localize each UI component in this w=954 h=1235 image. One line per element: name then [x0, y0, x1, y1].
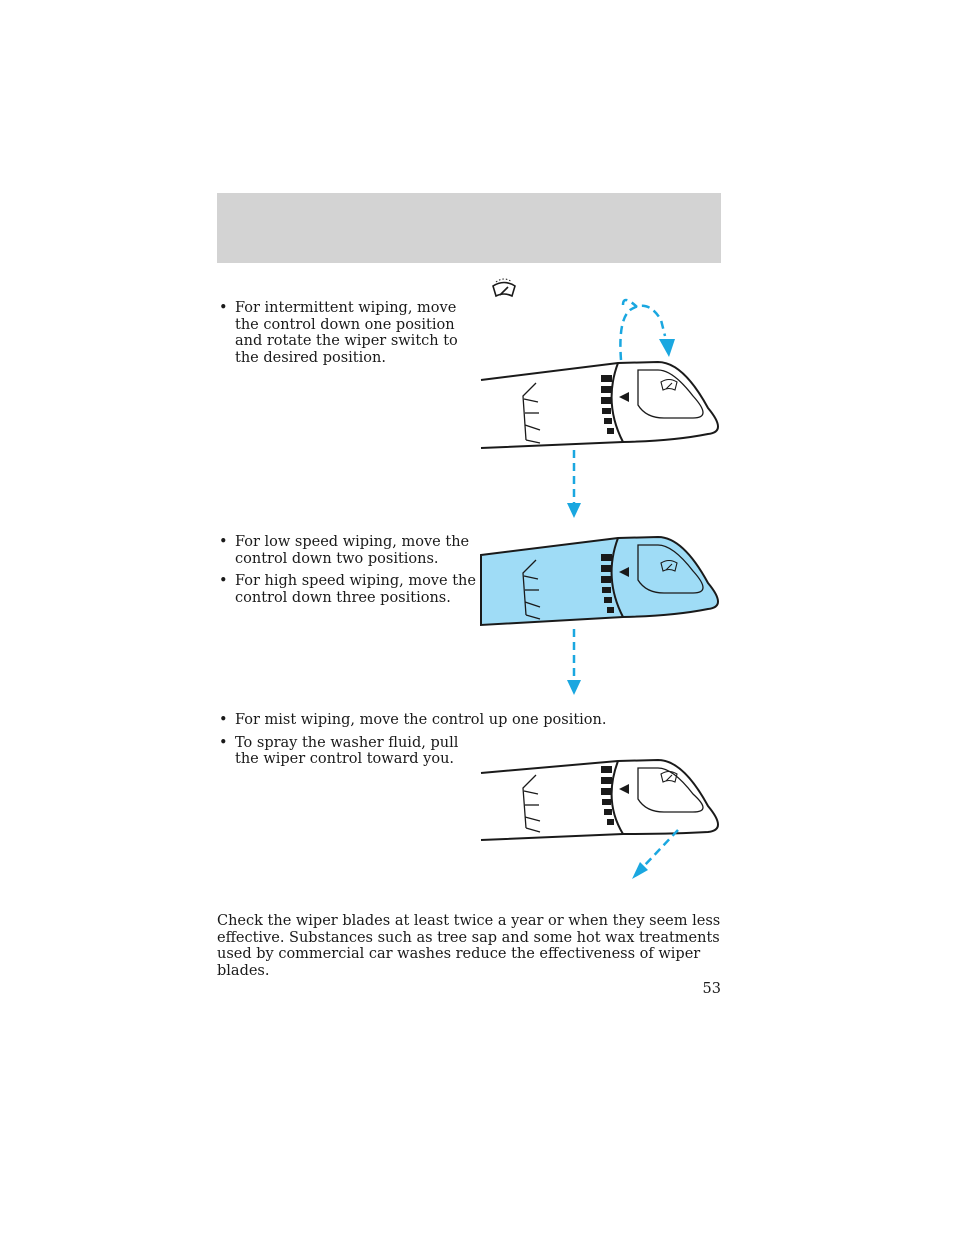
- page-number: 53: [702, 981, 721, 997]
- down-arrowhead: [567, 680, 581, 695]
- list-item: • For intermittent wiping, move the control down one position and rotate the wiper switch to the desired position.: [217, 300, 477, 366]
- speed-wiper-figure: [478, 535, 728, 697]
- rotate-arrowhead: [659, 339, 675, 357]
- mist-washer-figure: [478, 758, 728, 883]
- pull-arrow: [644, 830, 678, 866]
- speed-instructions: [217, 534, 477, 612]
- list-item: • For mist wiping, move the control up one position.: [217, 712, 617, 729]
- arc-arrow: [623, 300, 637, 307]
- intermittent-wiper-figure: [478, 300, 728, 520]
- pull-arrowhead: [632, 862, 648, 879]
- intermittent-instructions: [217, 300, 477, 372]
- section-header-band: [217, 193, 721, 263]
- list-item: • For high speed wiping, move the control down three positions.: [217, 573, 477, 606]
- down-arrowhead: [567, 503, 581, 518]
- maintenance-note: Check the wiper blades at least twice a year or when they seem less effective. Substances such as tree sap and some hot wax treatments used by commercial car washes reduce the effectiveness of wiper blades.: [217, 913, 721, 979]
- windshield-wiper-icon: [490, 277, 518, 299]
- rotate-arrow-path: [620, 306, 665, 360]
- list-item: • For low speed wiping, move the control down two positions.: [217, 534, 477, 567]
- list-item: • To spray the washer fluid, pull the wiper control toward you.: [217, 735, 465, 768]
- highlighted-stalk: [481, 537, 718, 625]
